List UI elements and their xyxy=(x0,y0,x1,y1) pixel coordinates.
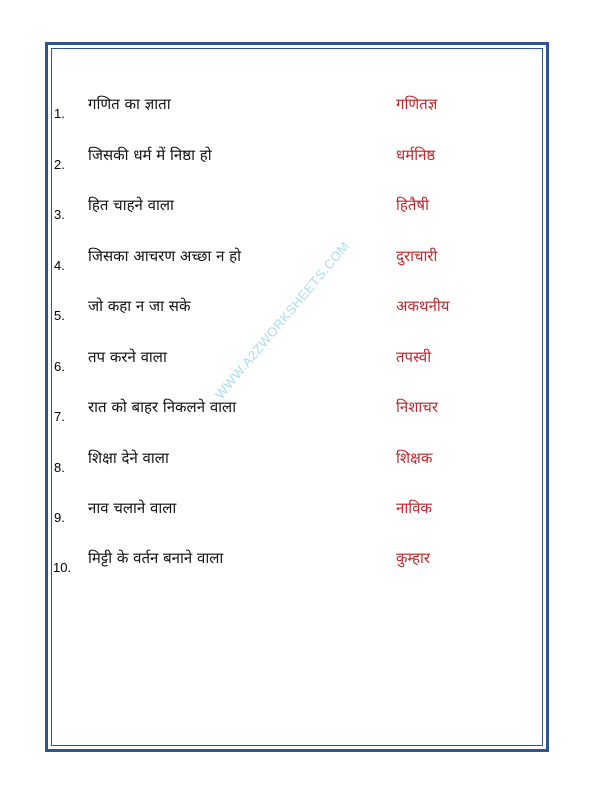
item-phrase: हित चाहने वाला xyxy=(88,196,174,214)
list-item-7 xyxy=(0,397,600,427)
item-number: 10. xyxy=(53,560,72,575)
item-phrase: शिक्षा देने वाला xyxy=(88,449,169,467)
item-number: 7. xyxy=(54,409,65,424)
item-phrase: नाव चलाने वाला xyxy=(88,499,177,517)
item-phrase: गणित का ज्ञाता xyxy=(88,95,171,113)
item-number: 1. xyxy=(54,106,65,121)
item-answer: तपस्वी xyxy=(396,348,432,366)
item-answer: दुराचारी xyxy=(396,247,438,265)
item-answer: निशाचर xyxy=(396,398,438,416)
list-item-10 xyxy=(0,548,600,578)
item-phrase: जिसका आचरण अच्छा न हो xyxy=(88,247,242,265)
item-answer: नाविक xyxy=(396,499,432,517)
item-answer: शिक्षक xyxy=(396,449,433,467)
list-item-6 xyxy=(0,347,600,377)
item-answer: हितैषी xyxy=(396,196,429,214)
list-item-2 xyxy=(0,145,600,175)
item-number: 8. xyxy=(54,460,65,475)
item-answer: धर्मनिष्ठ xyxy=(396,146,436,164)
list-item-3 xyxy=(0,195,600,225)
item-number: 5. xyxy=(54,308,65,323)
item-answer: अकथनीय xyxy=(396,297,450,315)
item-phrase: रात को बाहर निकलने वाला xyxy=(88,398,237,416)
list-item-8 xyxy=(0,448,600,478)
item-number: 6. xyxy=(54,359,65,374)
item-phrase: जिसकी धर्म में निष्ठा हो xyxy=(88,146,212,164)
item-number: 3. xyxy=(54,207,65,222)
list-item-4 xyxy=(0,246,600,276)
item-number: 2. xyxy=(54,157,65,172)
item-phrase: मिट्टी के वर्तन बनाने वाला xyxy=(88,549,224,567)
item-answer: कुम्हार xyxy=(396,549,431,567)
list-item-1 xyxy=(0,94,600,124)
item-number: 4. xyxy=(54,258,65,273)
list-item-9 xyxy=(0,498,600,528)
item-phrase: तप करने वाला xyxy=(88,348,167,366)
watermark-text: WWW.A2ZWORKSHEETS.COM xyxy=(212,238,353,402)
item-number: 9. xyxy=(54,510,65,525)
item-phrase: जो कहा न जा सके xyxy=(88,297,191,315)
item-answer: गणितज्ञ xyxy=(396,95,438,113)
